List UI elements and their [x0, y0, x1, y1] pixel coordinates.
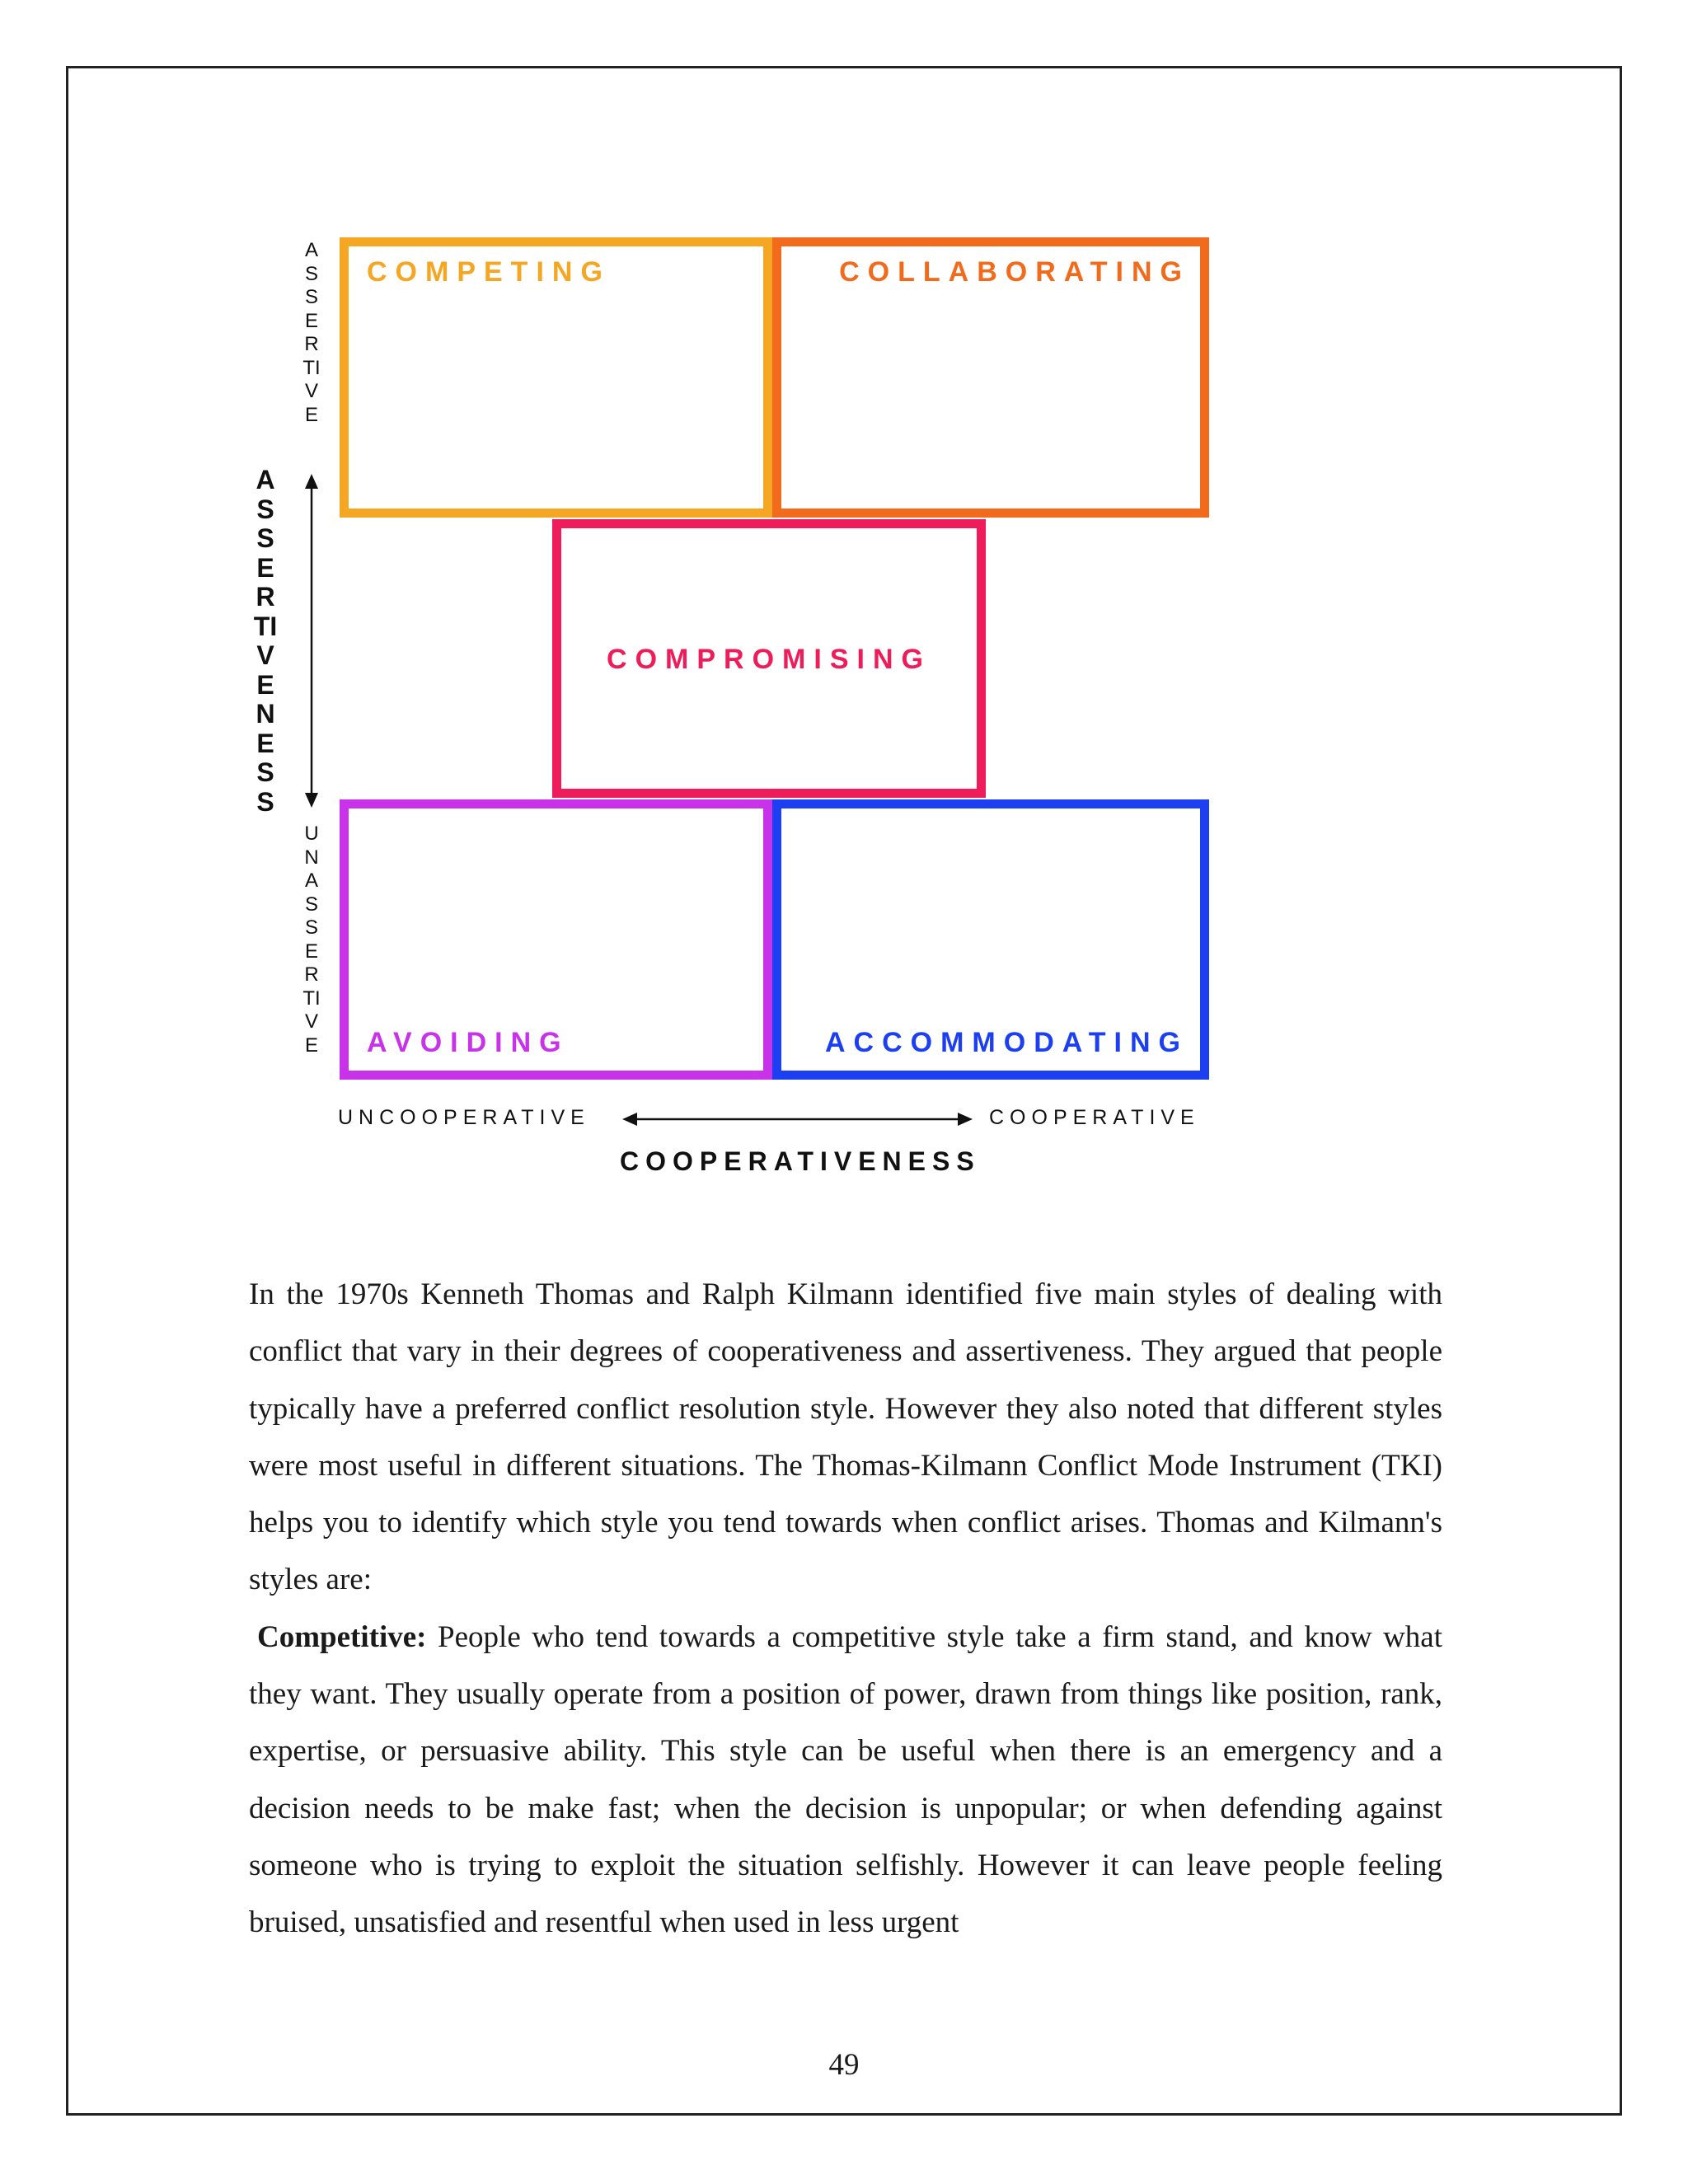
- assertiveness-title: ASSERTIVENESS: [253, 465, 278, 817]
- competing-box: [340, 237, 772, 518]
- compromising-label: COMPROMISING: [607, 644, 931, 675]
- compromising-box: [552, 519, 986, 798]
- collaborating-box: [772, 237, 1209, 518]
- competitive-term: Competitive:: [257, 1619, 427, 1654]
- assertive-label: ASSERTIVE: [302, 239, 321, 426]
- avoiding-box: [340, 799, 772, 1080]
- uncooperative-label: UNCOOPERATIVE: [338, 1106, 590, 1129]
- competing-label: COMPETING: [367, 256, 611, 288]
- collaborating-label: COLLABORATING: [839, 256, 1190, 288]
- cooperative-label: COOPERATIVE: [989, 1106, 1200, 1129]
- cooperativeness-title: COOPERATIVENESS: [620, 1146, 981, 1176]
- horizontal-double-arrow: [622, 1109, 973, 1129]
- competitive-paragraph: [249, 1609, 1442, 1952]
- intro-paragraph: In the 1970s Kenneth Thomas and Ralph Kilmann identified five main styles of dealing with conflict that vary in their degrees of cooperativeness and assertiveness. They argued that people typically have a preferred conflict resolution style. However they also noted that different styles were most useful in different situations. The Thomas-Kilmann Conflict Mode Instrument (TKI) helps you to identify which style you tend towards when conflict arises. Thomas and Kilmann's styles are:: [249, 1277, 1442, 1597]
- avoiding-label: AVOIDING: [367, 1027, 570, 1058]
- unassertive-label: UNASSERTIVE: [302, 823, 321, 1057]
- vertical-double-arrow: [302, 474, 321, 808]
- accommodating-box: [772, 799, 1209, 1080]
- competitive-text: People who tend towards a competitive style take a firm stand, and know what they want. They usually operate from a position of power, drawn from things like position, rank, expertise, or persuasive ability. This style can be useful when there is an emergency and a decision needs to be make fast; when the decision is unpopular; or when defending against someone who is trying to exploit the situation selfishly. However it can leave people feeling bruised, unsatisfied and resentful when used in less urgent: [249, 1619, 1442, 1940]
- body-text: [249, 1266, 1442, 1952]
- page-number: 49: [828, 2048, 860, 2082]
- accommodating-label: ACCOMMODATING: [825, 1027, 1189, 1058]
